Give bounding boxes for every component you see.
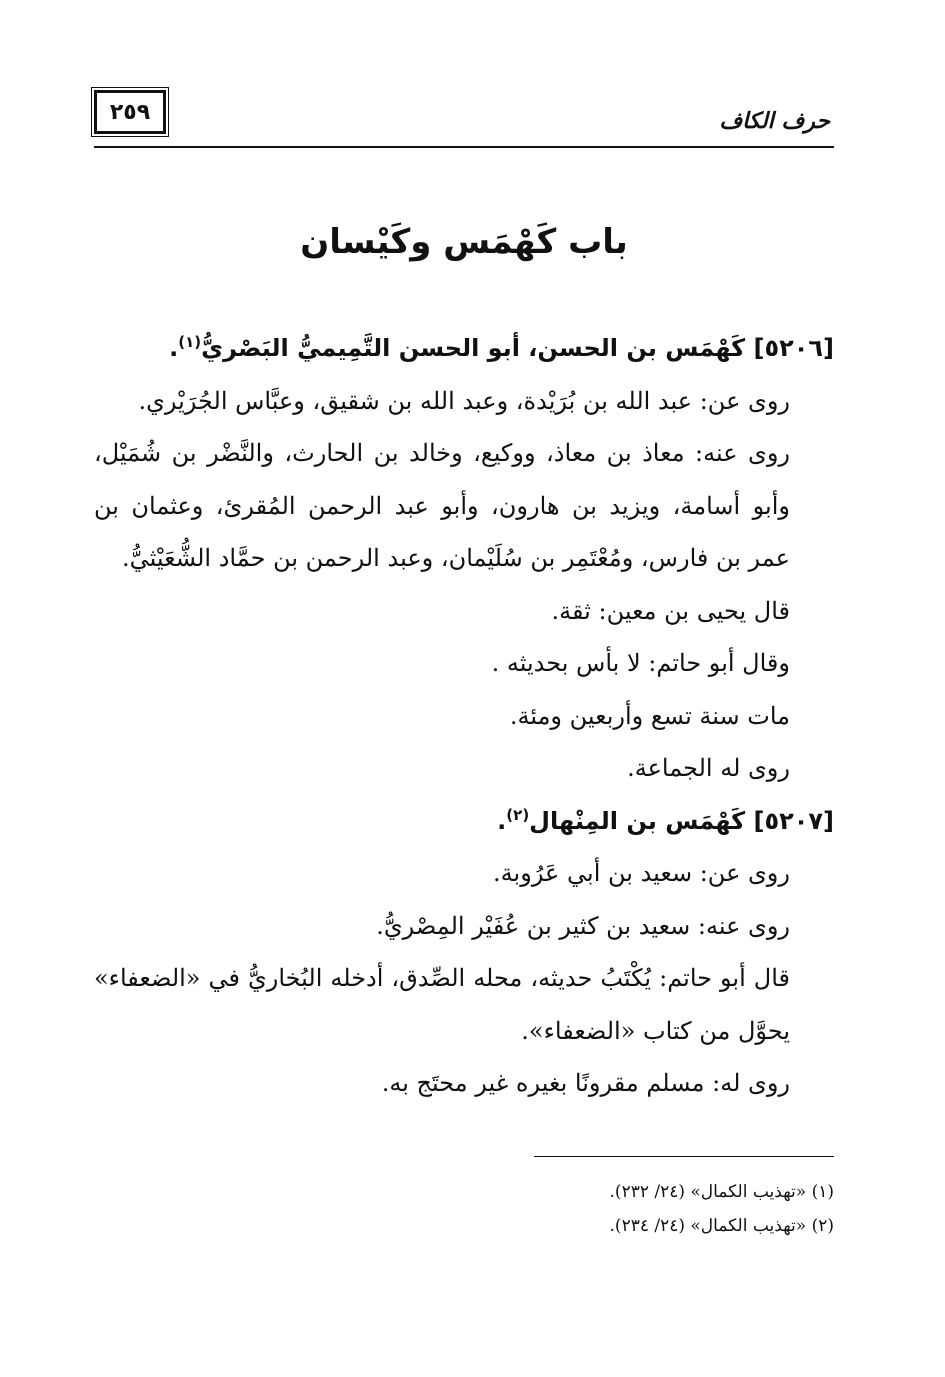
footnote: (٢) «تهذيب الكمال» (٢٤/ ٢٣٤). xyxy=(609,1216,834,1236)
chapter-title: باب كَهْمَس وكَيْسان xyxy=(300,222,628,262)
entry-line: قال يحيى بن معين: ثقة. xyxy=(551,596,790,625)
entry-line: روى عن: عبد الله بن بُرَيْدة، وعبد الله بن شقيق، وعبَّاس الجُرَيْري. xyxy=(138,386,790,415)
entry-line: قال أبو حاتم: يُكْتَبُ حديثه، محله الصِّدق، أدخله البُخاريُّ في «الضعفاء» يحوَّل من كتاب «الضعفاء». xyxy=(94,964,790,1045)
footnote: (١) «تهذيب الكمال» (٢٤/ ٢٣٢). xyxy=(609,1182,834,1202)
entry-heading xyxy=(94,322,834,375)
page-header xyxy=(94,90,834,150)
header-rule xyxy=(94,146,834,148)
body-text xyxy=(94,322,834,1110)
entry-line: روى عنه: سعيد بن كثير بن عُفَيْر المِصْريُّ. xyxy=(376,911,790,940)
footnote-rule xyxy=(534,1156,834,1157)
entry-line: روى عنه: معاذ بن معاذ، ووكيع، وخالد بن الحارث، والنَّضْر بن شُمَيْل، وأبو أسامة، ويزيد بن هارون، وأبو عبد الرحمن المُقرئ، وعثمان بن عمر بن فارس، ومُعْتَمِر بن سُلَيْمان، وعبد الرحمن بن حمَّاد الشُّعَيْثيُّ. xyxy=(94,439,790,572)
running-head: حرف الكاف xyxy=(719,108,830,134)
heading-end: . xyxy=(497,806,507,835)
entry-line: روى عن: سعيد بن أبي عَرُوبة. xyxy=(493,859,790,887)
page-number: ٢٥٩ xyxy=(94,90,166,134)
entry-line: مات سنة تسع وأربعين ومئة. xyxy=(509,701,790,730)
footnote-marker: (٢) xyxy=(506,805,530,824)
entry-heading-text: [٥٢٠٦] كَهْمَس بن الحسن، أبو الحسن التَّمِيميُّ البَصْريُّ xyxy=(201,334,834,362)
entry-line: وقال أبو حاتم: لا بأس بحديثه . xyxy=(491,649,790,677)
entry-heading-text: [٥٢٠٧] كَهْمَس بن المِنْهال xyxy=(529,806,834,835)
footnotes xyxy=(94,1175,834,1243)
heading-end: . xyxy=(169,334,179,362)
footnote-marker: (١) xyxy=(178,333,202,351)
entry-heading xyxy=(94,795,834,848)
entry-line: روى له: مسلم مقرونًا بغيره غير محتَج به. xyxy=(381,1069,790,1097)
entry-line: روى له الجماعة. xyxy=(627,754,790,782)
